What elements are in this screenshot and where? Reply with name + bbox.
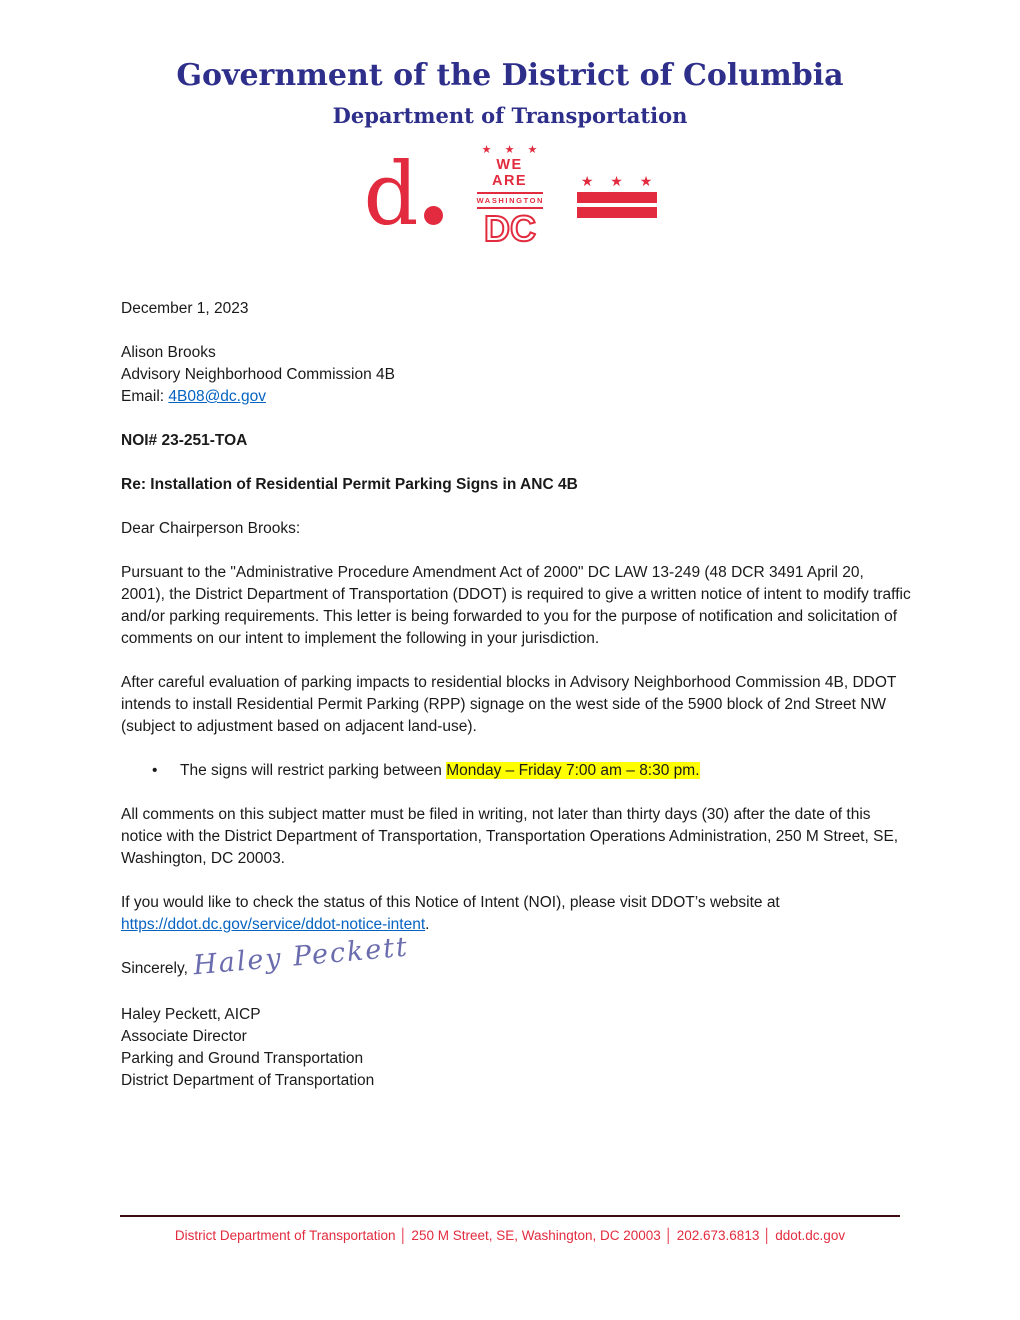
d-letter: d [363,145,419,246]
paragraph-legal: Pursuant to the "Administrative Procedure Amendment Act of 2000" DC LAW 13-249 (48 DCR 3491 April 20, 2001), the District Department of Transportation (DDOT) is required to give a written notice of intent to modify traffic and/or parking requirements. This letter is being forwarded to you for the purpose of notification and solicitation of comments on our intent to implement the following in your jurisdiction. [121,564,911,647]
dc-flag-icon [577,174,657,218]
status-text: If you would like to check the status of this Notice of Intent (NOI), please visit DDOT’s website at [121,894,780,911]
bullet-text-line [180,760,700,782]
washington-label: WASHINGTON [477,194,543,210]
flag-bar-top [577,192,657,203]
bullet-text: The signs will restrict parking between [180,762,447,779]
flag-stars-icon: ★ ★ ★ [580,173,653,189]
signer-title: Associate Director [121,1028,247,1045]
footer-contact-line: District Department of Transportation │ 250 M Street, SE, Washington, DC 20003 │ 202.673.6813 │ ddot.dc.gov [174,1228,846,1243]
bullet-icon: • [152,762,158,779]
signer-division: Parking and Ground Transportation [121,1050,364,1067]
signature-area [121,931,911,1092]
handwritten-signature: Haley Peckett [192,931,411,982]
paragraph-comments: All comments on this subject matter must be filed in writing, not later than thirty days (30) after the date of this notice with the District Department of Transportation, Transportation Operations Administration, 250 M Street, SE, Washington, DC 20003. [121,806,899,867]
signer-name: Haley Peckett, AICP [121,1006,261,1023]
d-dot-icon [424,206,443,225]
paragraph-status [121,892,911,936]
noi-status-link[interactable]: https://ddot.dc.gov/service/ddot-notice-intent [121,916,426,933]
footer-divider [120,1215,900,1217]
highlighted-hours: Monday – Friday 7:00 am – 8:30 pm. [446,762,700,779]
letter-body [121,298,911,1092]
dc-letters: DC [483,209,536,248]
salutation: Dear Chairperson Brooks: [121,520,301,537]
page-title: Government of the District of Columbia [176,58,844,93]
ddot-d-logo [363,145,442,246]
status-text-end: . [425,916,430,933]
we-are-label: WE ARE [477,158,543,194]
letter-date: December 1, 2023 [121,300,249,317]
bullet-item [121,760,911,782]
email-link[interactable]: 4B08@dc.gov [168,388,266,405]
recipient-name: Alison Brooks [121,344,216,361]
recipient-org: Advisory Neighborhood Commission 4B [121,366,395,383]
letter-footer [120,1215,900,1243]
subject-line: Re: Installation of Residential Permit Parking Signs in ANC 4B [121,476,578,493]
email-label: Email: [121,388,169,405]
flag-bar-bottom [577,207,657,218]
closing: Sincerely, [121,960,188,977]
page-subtitle: Department of Transportation [332,103,688,128]
letterhead [0,0,1020,248]
signer-agency: District Department of Transportation [121,1072,375,1089]
recipient-email-line [121,386,911,408]
logo-row [0,143,1020,248]
stars-icon: ★ ★ ★ [481,143,543,156]
paragraph-intent: After careful evaluation of parking impacts to residential blocks in Advisory Neighborhood Commission 4B, DDOT intends to install Residential Permit Parking (RPP) signage on the west side of the 5900 block of 2nd Street NW (subject to adjustment based on adjacent land-use). [121,674,897,735]
dc-outline-text [477,209,543,247]
we-are-washington-dc-logo [477,145,543,247]
noi-number: NOI# 23-251-TOA [121,432,248,449]
recipient-block [121,342,911,408]
